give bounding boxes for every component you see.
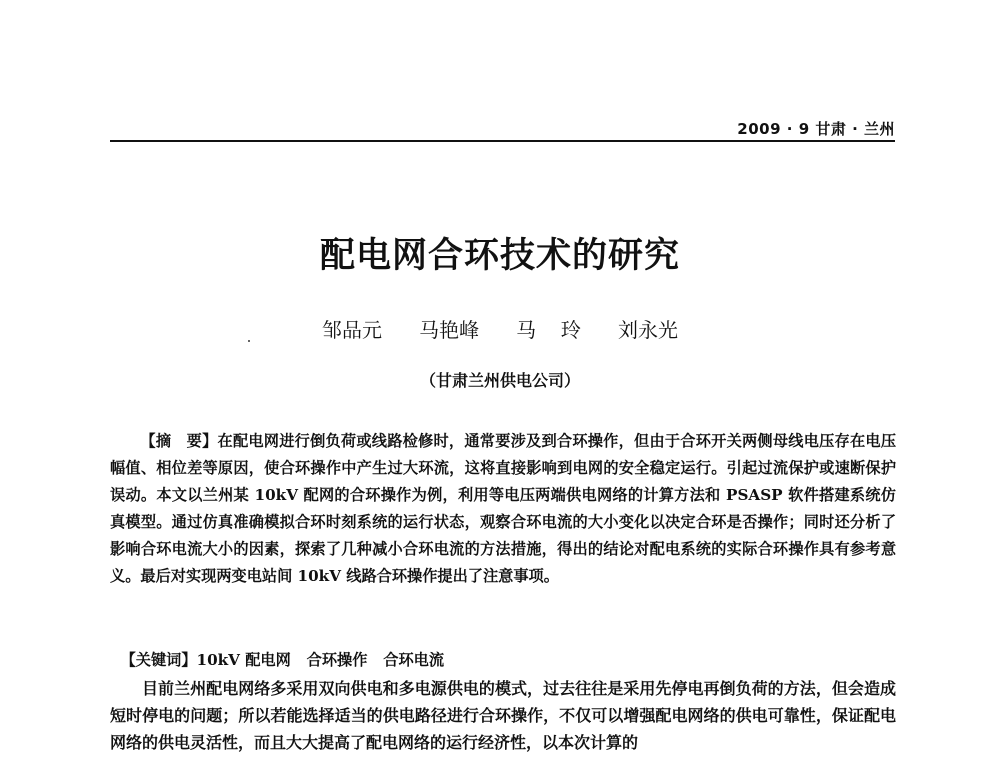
issue-location-header: 2009 · 9 甘肃 · 兰州 xyxy=(737,120,895,138)
body-paragraph: 目前兰州配电网络多采用双向供电和多电源供电的模式，过去往往是采用先停电再倒负荷的方法，但会造成短时停电的问题；所以若能选择适当的供电路径进行合环操作，不仅可以增强配电网络的供电可靠性，保证配电网络的供电灵活性，而且大大提高了配电网络的运行经济性，以本次计算的 xyxy=(110,679,896,752)
abstract-text: 在配电网进行倒负荷或线路检修时，通常要涉及到合环操作，但由于合环开关两侧母线电压存在电压幅值、相位差等原因，使合环操作中产生过大环流，这将直接影响到电网的安全稳定运行。引起过流保护或速断保护误动。本文以兰州某 10kV 配网的合环操作为例，利用等电压两端供电网络的计算方法和 PSASP 软件搭建系统仿真模型。通过仿真准确模拟合环时刻系统的运行状态，观察合环电流的大小变化以决定合环是否操作；同时还分析了影响合环电流大小的因素，探索了几种减小合环电流的方法措施，得出的结论对配电系统的实际合环操作具有参考意义。最后对实现两变电站间 10kV 线路合环操作提出了注意事项。 xyxy=(110,432,897,585)
affiliation: （甘肃兰州供电公司） xyxy=(419,371,580,390)
abstract xyxy=(110,428,896,590)
keywords xyxy=(110,620,896,674)
abstract-label: 【摘 要】 xyxy=(140,432,218,450)
scan-speck xyxy=(248,340,250,342)
keywords-label: 【关键词】 xyxy=(120,651,197,669)
authors: 邹品元 马艳峰 马 玲 刘永光 xyxy=(322,318,678,342)
keywords-text: 10kV 配电网 合环操作 合环电流 xyxy=(196,651,445,669)
header-rule xyxy=(110,140,895,142)
paper-title: 配电网合环技术的研究 xyxy=(319,235,680,276)
